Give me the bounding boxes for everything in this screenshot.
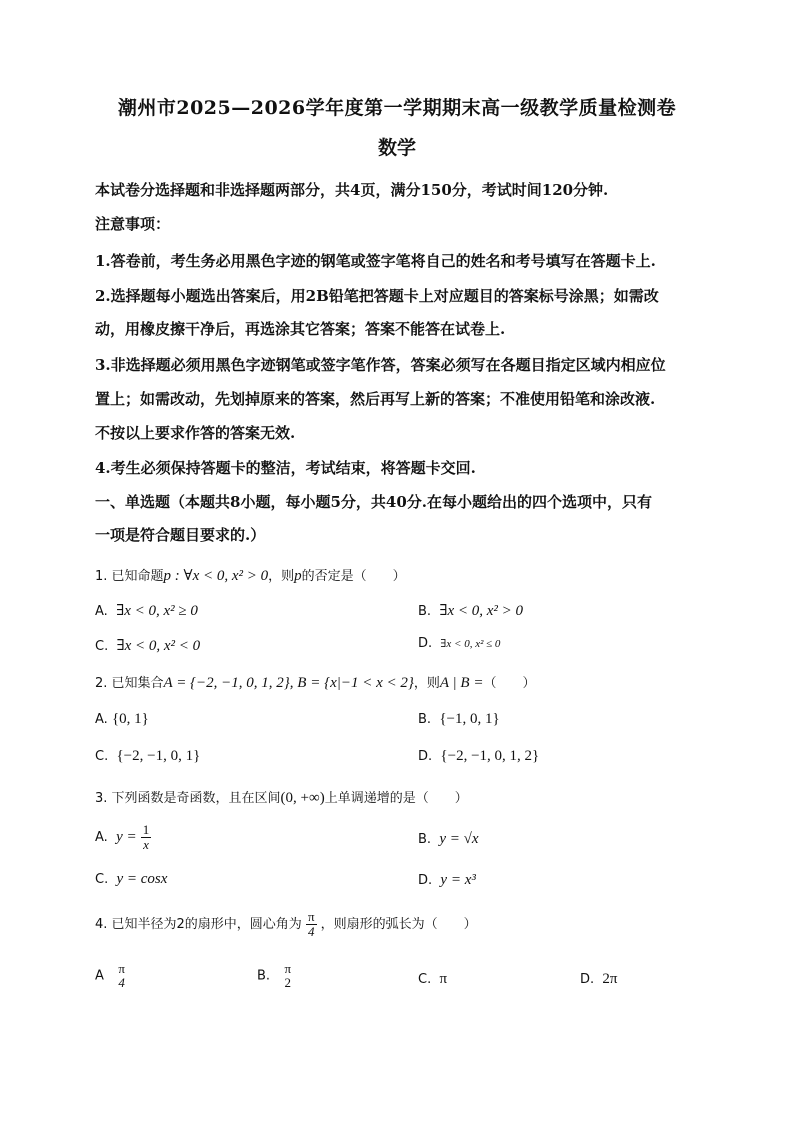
exam-title: 潮州市2025—2026学年度第一学期期末高一级教学质量检测卷 [117,97,677,119]
question-3-suffix: 上单调递增的是（ ） [324,791,468,806]
option-label: A. [95,604,108,619]
question-1-option-c [95,636,200,655]
option-label: A. [95,830,108,845]
option-label: D. [418,636,433,651]
fraction-denominator: 2 [284,975,291,990]
question-2-suffix-a: ，则 [413,676,440,691]
question-1-option-a [95,601,198,620]
option-label: C. [418,972,432,987]
option-label: D. [418,749,433,764]
question-2-expression: A | B = [439,675,484,691]
note-4: 4.考生必须保持答题卡的整洁，考试结束，将答题卡交回. [95,459,476,477]
question-3-option-a [95,823,151,852]
question-1-suffix-b: 的否定是（ ） [301,569,406,584]
option-math: ∃x < 0, x² > 0 [439,603,524,619]
option-math: ∃x < 0, x² ≥ 0 [116,603,198,619]
question-1-suffix-a: ，则 [268,569,295,584]
option-label: D. [418,873,433,888]
option-math: 2π [602,971,618,987]
option-math: {−2, −1, 0, 1, 2} [440,748,540,764]
note-2-line-1: 2.选择题每小题选出答案后，用2B铅笔把答题卡上对应题目的答案标号涂黑；如需改 [95,287,659,305]
fraction-denominator: 4 [307,924,315,939]
option-math: y = x³ [440,872,476,888]
fraction-numerator: π [284,961,292,976]
note-3-line-2: 置上；如需改动，先划掉原来的答案，然后再写上新的答案；不准使用铅笔和涂改液. [95,390,656,408]
option-math: ∃x < 0, x² < 0 [116,638,201,654]
question-1-option-d [418,636,500,651]
note-3-line-1: 3.非选择题必须用黑色字迹钢笔或签字笔作答，答案必须写在各题目指定区域内相应位 [95,356,666,374]
question-3-interval: (0, +∞) [280,790,325,806]
question-2-option-b [418,711,500,728]
option-label: C. [95,872,109,887]
fraction-numerator: 1 [142,822,150,837]
question-1-p: p [294,568,302,584]
option-fraction [116,962,127,990]
question-3-option-b [418,831,479,848]
option-label: B. [418,832,432,847]
option-label: A [95,968,104,984]
fraction-denominator: 4 [118,975,125,990]
question-4-suffix: ，则扇形的弧长为（ ） [320,917,477,932]
option-fraction [141,823,152,852]
note-1: 1.答卷前，考生务必用黑色字迹的钢笔或签字笔将自己的姓名和考号填写在答题卡上. [95,252,656,270]
option-label: B. [418,604,432,619]
question-4-stem [95,910,477,939]
question-4-option-d [580,971,618,988]
question-4-option-b [257,962,293,990]
option-math: y = √x [439,831,479,847]
option-math: π [439,971,448,987]
option-label: B. [257,968,271,984]
intro-text: 本试卷分选择题和非选择题两部分，共4页，满分150分，考试时间120分钟. [95,181,609,199]
note-2-line-2: 动，用橡皮擦干净后，再选涂其它答案；答案不能答在试卷上. [95,320,506,338]
question-1-proposition: p : ∀x < 0, x² > 0 [163,568,269,584]
question-4-option-c [418,971,447,988]
fraction-denominator: x [143,837,149,852]
question-1-stem [95,565,406,585]
option-math: {0, 1} [111,711,149,727]
question-4-angle [306,910,317,939]
question-2-option-a [95,711,149,728]
question-3-option-c [95,871,167,888]
question-2-stem [95,672,535,692]
question-4-prefix: 4. 已知半径为2的扇形中，圆心角为 [95,917,302,932]
option-math: {−2, −1, 0, 1} [116,748,201,764]
question-2-suffix-b: （ ） [483,676,536,691]
question-3-prefix: 3. 下列函数是奇函数，且在区间 [95,791,281,806]
option-math: {−1, 0, 1} [439,711,500,727]
option-lhs: y = [116,829,137,845]
question-1-option-b [418,601,523,620]
question-2-sets: A = {−2, −1, 0, 1, 2}, B = {x|−1 < x < 2} [163,675,414,691]
option-math: ∃x < 0, x² ≤ 0 [440,638,501,650]
note-3-line-3: 不按以上要求作答的答案无效. [95,424,296,442]
option-label: C. [95,749,109,764]
question-2-option-c [95,748,200,765]
option-fraction [282,962,293,990]
question-2-prefix: 2. 已知集合 [95,676,164,691]
question-1-prefix: 1. 已知命题 [95,569,164,584]
exam-subject: 数学 [377,137,416,159]
section-heading-line-1: 一、单选题（本题共8小题，每小题5分，共40分.在每小题给出的四个选项中，只有 [95,493,652,511]
fraction-numerator: π [307,909,315,924]
section-heading-line-2: 一项是符合题目要求的.） [95,526,266,544]
question-3-stem [95,787,468,807]
fraction-numerator: π [118,961,125,976]
option-math: y = cosx [116,871,168,887]
option-label: B. [418,712,432,727]
option-label: C. [95,639,109,654]
option-label: D. [580,972,595,987]
notes-heading: 注意事项： [95,215,171,233]
question-2-option-d [418,748,539,765]
question-3-option-d [418,872,476,889]
question-4-option-a [95,962,127,990]
option-label: A. [95,712,108,727]
